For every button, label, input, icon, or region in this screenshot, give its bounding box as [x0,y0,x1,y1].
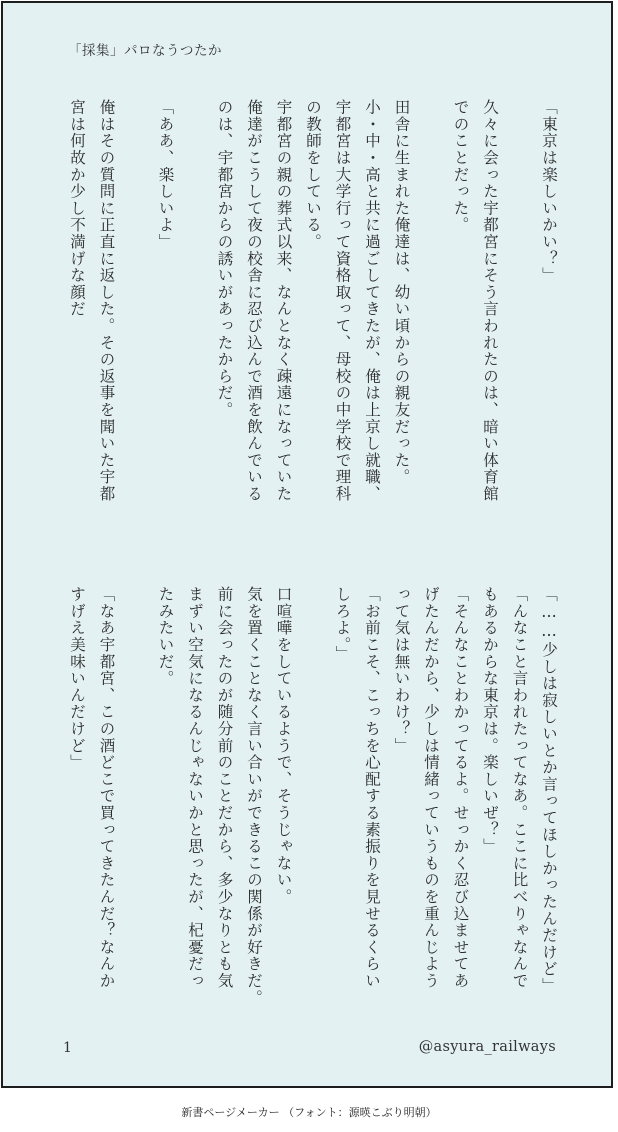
paragraph-spacer [416,99,446,539]
paragraph-spacer [298,586,328,1026]
manuscript-page [1,1,613,1088]
text-line: って気は無いわけ？」 [392,586,411,754]
text-line: 「東京は楽しいかい？」 [540,99,558,284]
text-line: 久々に会った宇都宮にそう言われたのは、暗い体育館 [481,99,499,503]
page-number: 1 [63,1040,72,1056]
text-line: もあるからな東京は。楽しいぜ？」 [481,586,499,855]
text-line: 「んなこと言われたってなあ。ここに比べりゃなんで [510,586,529,990]
text-line: 前に会ったのが随分前のことだから、多少なりとも気 [215,586,234,990]
text-line: 宮は何故か少し不満げな顔だ [68,99,86,318]
text-line: 「お前こそ、こっちを心配する素振りを見せるくらい [363,586,381,990]
text-line: げたんだから、少しは情緒っていうものを重んじよう [422,586,440,990]
text-line: しろよ。」 [333,586,352,663]
text-line: 「……少しは寂しいとか言ってほしかったんだけど」 [540,586,558,995]
generator-caption: 新書ページメーカー （フォント：源暎こぶり明朝） [181,1106,437,1119]
text-line: 俺達がこうして夜の校舎に忍び込んで酒を飲んでいる [245,99,263,503]
text-block-top [62,99,564,539]
text-line: 気を置くことなく言い合いができるこの関係が好きだ。 [245,586,263,1006]
text-line: でのことだった。 [451,99,470,234]
text-line: 「ああ、楽しいよ」 [156,99,175,251]
text-line: 宇都宮は大学行って資格取って、母校の中学校で理科 [333,99,352,503]
text-line: のは、宇都宮からの誘いがあったからだ。 [215,99,234,419]
text-line: 口喧嘩をしているようで、そうじゃない。 [274,586,293,906]
text-line: まずい空気になるんじゃないかと思ったが、杞憂だっ [186,586,204,990]
text-line: 田舎に生まれた俺達は、幼い頃からの親友だった。 [392,99,411,486]
text-line: 宇都宮の親の葬式以来、なんとなく疎遠になっていた [274,99,293,503]
text-line: 小・中・高と共に過ごしてきたが、俺は上京し就職、 [363,99,381,503]
paragraph-spacer [180,99,210,539]
text-line: すげえ美味いんだけど」 [68,586,86,771]
paragraph-spacer [121,99,151,539]
text-line: 俺はその質問に正直に返した。その返事を聞いた宇都 [97,99,116,503]
paragraph-spacer [121,586,151,1026]
text-line: 「なあ宇都宮、この酒どこで買ってきたんだ？なんか [97,586,116,990]
paragraph-spacer [504,99,534,539]
text-block-bottom [62,586,564,1026]
author-handle: @asyura_railways [418,1039,556,1055]
text-line: 「そんなことわかってるよ。せっかく忍び込ませてあ [451,586,470,990]
page-header-title: 「採集」パロなうつたか [68,43,222,59]
text-line: たみたいだ。 [156,586,175,687]
text-line: の教師をしている。 [304,99,322,251]
